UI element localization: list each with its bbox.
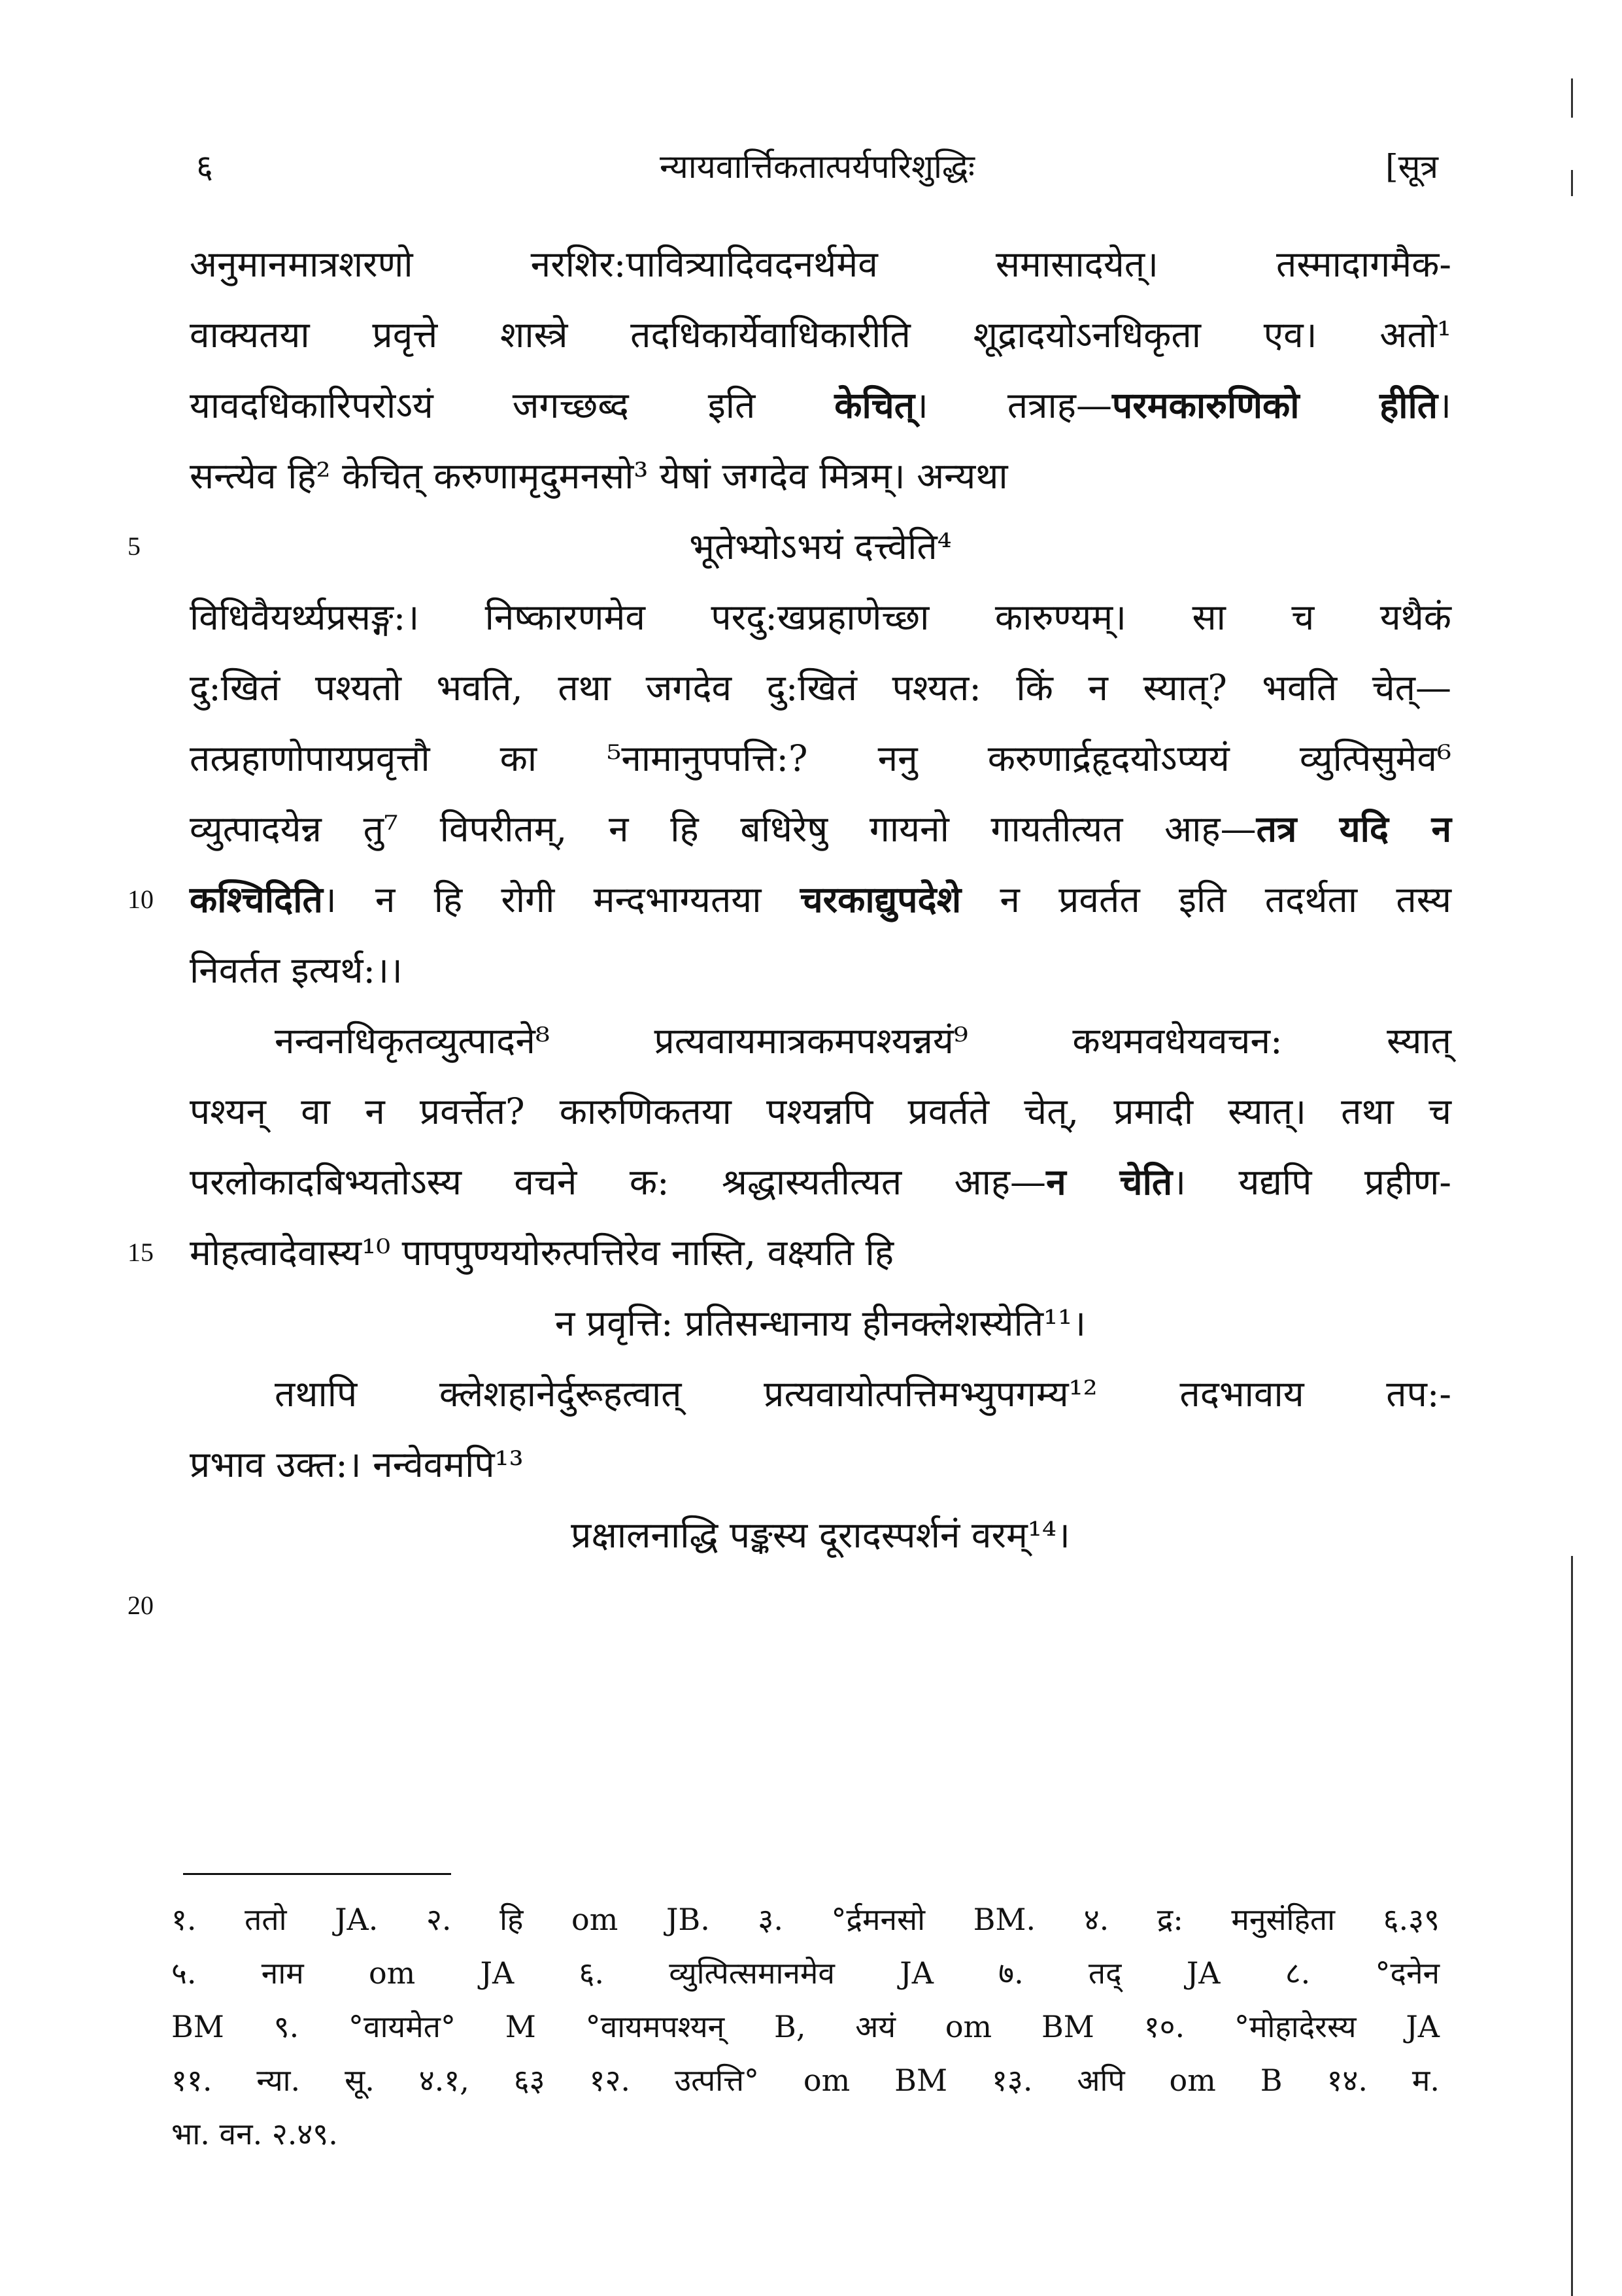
verse-line (190, 1500, 1451, 1570)
text-run: विधिवैयर्थ्यप्रसङ्ग:। निष्कारणमेव परदु:खप्रहाणेच्छा कारुण्यम्। सा च यथैकं (190, 596, 1451, 638)
footnotes (171, 1893, 1440, 2161)
line-number: 15 (127, 1238, 154, 1267)
line-number: 20 (127, 1591, 154, 1620)
text-run: प्रभाव उक्त:। नन्वेवमपि¹³ (190, 1443, 524, 1485)
text-run: न प्रवर्तत इति तदर्थता तस्य (961, 879, 1451, 920)
text-run: न प्रवृत्ति: प्रतिसन्धानाय हीनक्लेशस्येति¹¹। (554, 1302, 1087, 1344)
bold-lemma: तत्र यदि न (1256, 807, 1451, 850)
text-line (190, 1005, 1451, 1076)
text-line (190, 1359, 1451, 1429)
bold-lemma: परमकारुणिको हीति (1111, 384, 1438, 426)
verse-line (190, 1288, 1451, 1359)
text-run: सन्त्येव हि² केचित् करुणामृदुमनसो³ येषां जगदेव मित्रम्। अन्यथा (190, 455, 1008, 497)
text-line (190, 1429, 1451, 1500)
footnote-line: भा. वन. २.४९. (171, 2116, 338, 2152)
text-line (127, 1217, 1451, 1288)
text-run: भूतेभ्योऽभयं दत्त्वेति⁴ (689, 526, 952, 567)
text-run: । तत्राह— (915, 384, 1112, 426)
text-line (127, 864, 1451, 935)
text-line (190, 229, 1451, 299)
text-line (190, 652, 1451, 723)
line-number: 10 (127, 885, 154, 914)
text-run: यावदधिकारिपरोऽयं जगच्छब्द इति (190, 384, 835, 426)
text-run: वाक्यतया प्रवृत्ते शास्त्रे तदधिकार्येवाधिकारीति शूद्रादयोऽनधिकृता एव। अतो¹ (190, 314, 1451, 356)
footnote-line: १. ततो JA. २. हि om JB. ३. °र्द्रमनसो BM. ४. द्र: मनुसंहिता ६.३९ (171, 1902, 1440, 1937)
bold-lemma: केचित् (834, 384, 915, 426)
text-run: तत्प्रहाणोपायप्रवृत्तौ का ⁵नामानुपपत्ति:? ननु करुणार्द्रहृदयोऽप्ययं व्युत्पिसुमेव⁶ (190, 737, 1451, 779)
footnote-rule (183, 1873, 451, 1875)
text-run: प्रक्षालनाद्धि पङ्कस्य दूरादस्पर्शनं वरम्¹⁴। (571, 1514, 1070, 1556)
footnote-line: ५. नाम om JA ६. व्युत्पित्समानमेव JA ७. तद् JA ८. °दनेन (171, 1955, 1440, 1991)
text-line (190, 441, 1451, 511)
text-run: पश्यन् वा न प्रवर्त्तेत? कारुणिकतया पश्यन्नपि प्रवर्तते चेत्, प्रमादी स्यात्। तथा च (190, 1090, 1451, 1132)
bold-lemma: चरकाद्युपदेशे (800, 878, 962, 920)
bold-lemma: न चेति (1046, 1160, 1173, 1203)
text-run: व्युत्पादयेन्न तु⁷ विपरीतम्, न हि बधिरेषु गायनो गायतीत्यत आह— (190, 808, 1257, 850)
text-run: । यद्यपि प्रहीण- (1172, 1161, 1451, 1203)
text-run: दु:खितं पश्यतो भवति, तथा जगदेव दु:खितं पश्यत: किं न स्यात्? भवति चेत्— (190, 667, 1451, 709)
running-title: न्यायवार्त्तिकतात्पर्यपरिशुद्धिः (660, 148, 975, 186)
text-run: अनुमानमात्रशरणो नरशिर:पावित्र्यादिवदनर्थमेव समासादयेत्। तस्मादागमैक- (190, 243, 1451, 285)
text-run: नन्वनधिकृतव्युत्पादने⁸ प्रत्यवायमात्रकमपश्यन्नयं⁹ कथमवधेयवचन: स्यात् (275, 1020, 1451, 1062)
text-line (190, 1147, 1451, 1217)
main-text (127, 229, 1451, 1641)
page-number: ६ (196, 148, 213, 186)
text-line (190, 723, 1451, 794)
text-run: । न हि रोगी मन्दभाग्यतया (322, 879, 800, 920)
footnote-line: BM ९. °वायमेत° M °वायमपश्यन् B, अयं om BM १०. °मोहादेरस्य JA (171, 2009, 1440, 2044)
text-line (190, 299, 1451, 370)
line-number: 5 (127, 532, 141, 561)
text-run: निवर्तत इत्यर्थ:।। (190, 949, 403, 991)
page-edge-mark (1571, 170, 1573, 196)
text-run: । (1438, 384, 1451, 426)
text-line (190, 582, 1451, 652)
text-line (127, 1570, 1451, 1641)
page-edge-mark (1571, 78, 1573, 118)
text-run: परलोकादबिभ्यतोऽस्य वचने क: श्रद्धास्यतीत्यत आह— (190, 1161, 1047, 1203)
text-line (190, 935, 1451, 1005)
text-run: मोहत्वादेवास्य¹⁰ पापपुण्ययोरुत्पत्तिरेव नास्ति, वक्ष्यति हि (190, 1232, 894, 1274)
footnote-line: ११. न्या. सू. ४.१, ६३ १२. उत्पत्ति° om BM १३. अपि om B १४. म. (171, 2063, 1440, 2098)
text-run: तथापि क्लेशहानेर्दुरूहत्वात् प्रत्यवायोत्पत्तिमभ्युपगम्य¹² तदभावाय तप:- (275, 1373, 1451, 1415)
section-label: [सूत्र (1385, 148, 1438, 186)
text-line (190, 794, 1451, 864)
text-line (190, 370, 1451, 441)
text-line (190, 1076, 1451, 1147)
verse-line (127, 511, 1451, 582)
page-edge-mark (1571, 1556, 1573, 2296)
running-header (196, 144, 1438, 190)
bold-lemma: कश्चिदिति (190, 878, 323, 920)
